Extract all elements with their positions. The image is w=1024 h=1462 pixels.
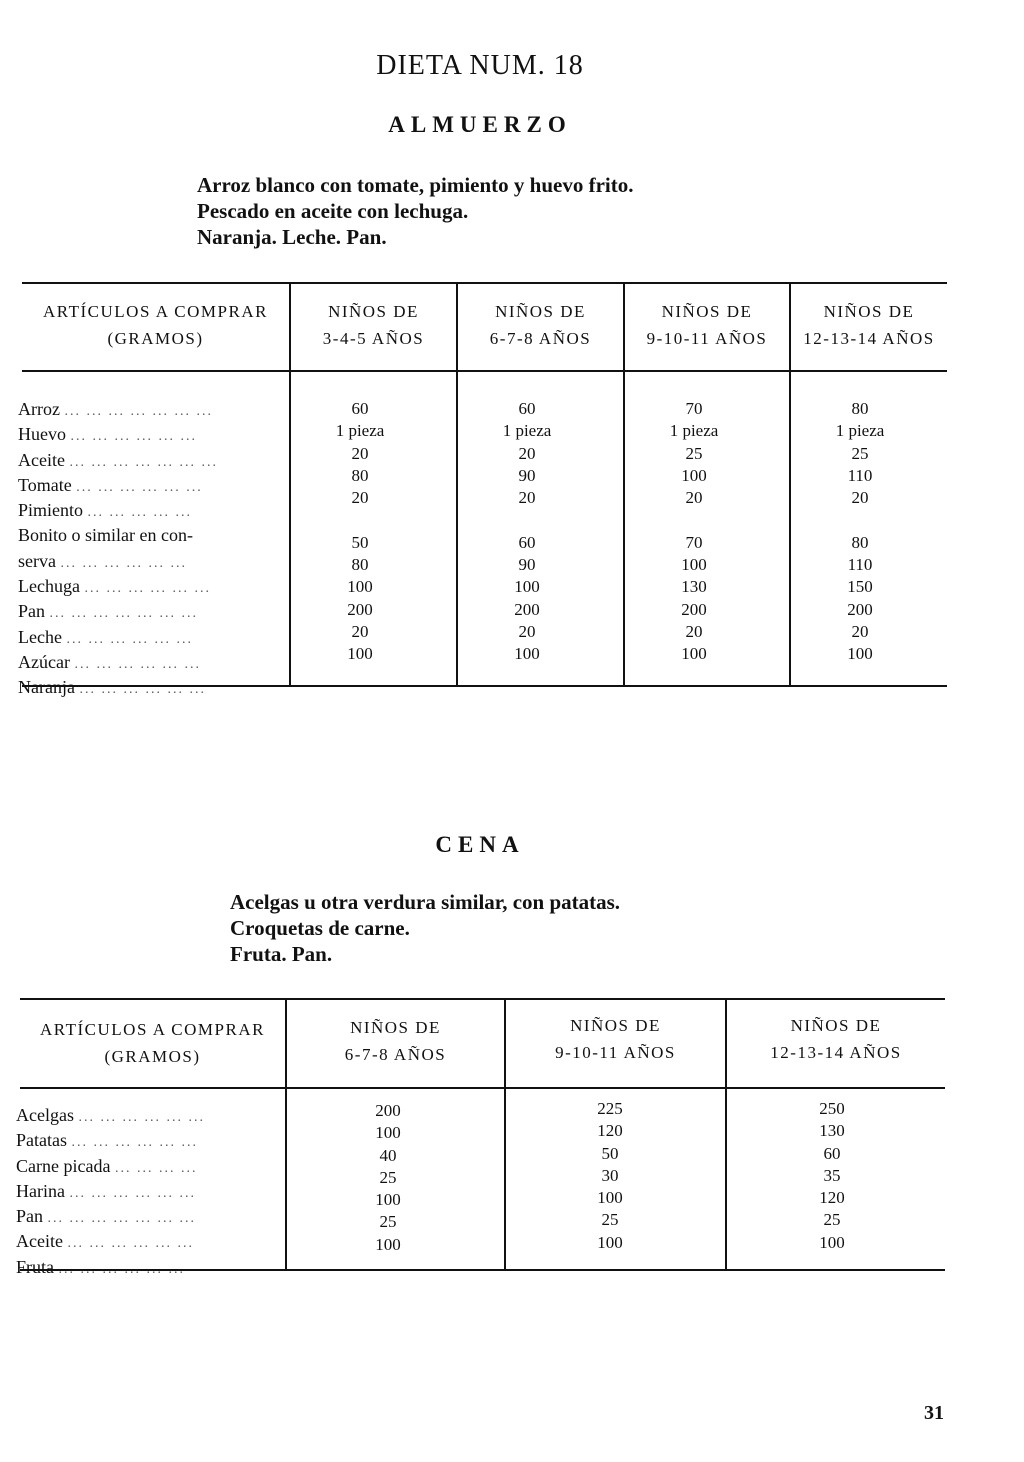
value-cell: 110 bbox=[847, 465, 873, 485]
item-row bbox=[18, 676, 284, 701]
value-cell bbox=[800, 509, 920, 531]
item-name: Pan bbox=[16, 1206, 43, 1227]
item-name: serva bbox=[18, 550, 56, 571]
age-group-header: NIÑOS DE 9-10-11 AÑOS bbox=[646, 302, 768, 348]
value-cell: 200 bbox=[347, 599, 373, 619]
cena-menu bbox=[230, 889, 620, 967]
leader-dots: ... ... ... ... ... ... ... bbox=[47, 1211, 196, 1227]
value-cell: 100 bbox=[347, 644, 373, 664]
value-cell: 90 bbox=[518, 555, 536, 575]
value-cell: 200 bbox=[681, 599, 707, 619]
value-cell: 100 bbox=[514, 577, 540, 597]
table-top-rule bbox=[20, 998, 945, 1000]
item-list bbox=[16, 1104, 280, 1281]
value-cell: 80 bbox=[351, 465, 369, 485]
value-column bbox=[300, 398, 420, 666]
item-name: Azúcar bbox=[18, 651, 70, 672]
value-cell: 200 bbox=[847, 599, 873, 619]
leader-dots: ... ... ... ... ... ... bbox=[79, 682, 206, 698]
value-cell: 150 bbox=[847, 577, 873, 597]
menu-line: Pescado en aceite con lechuga. bbox=[197, 199, 469, 223]
item-row bbox=[18, 575, 284, 600]
value-cell: 60 bbox=[518, 399, 536, 418]
leader-dots: ... ... ... ... ... ... ... bbox=[49, 606, 198, 622]
item-row bbox=[18, 499, 284, 524]
value-cell: 70 bbox=[685, 399, 703, 418]
age-group-header: NIÑOS DE 12-13-14 AÑOS bbox=[803, 302, 935, 348]
value-cell: 25 bbox=[685, 443, 703, 463]
value-cell: 80 bbox=[851, 532, 869, 552]
value-cell: 80 bbox=[351, 555, 369, 575]
value-column bbox=[772, 1098, 892, 1254]
value-cell: 60 bbox=[823, 1143, 841, 1163]
value-cell: 40 bbox=[379, 1145, 397, 1165]
value-cell: 20 bbox=[351, 621, 369, 641]
item-name: Arroz bbox=[18, 399, 60, 419]
value-cell: 25 bbox=[601, 1210, 619, 1230]
table-top-rule bbox=[22, 282, 947, 284]
item-name: Pan bbox=[18, 601, 45, 622]
value-cell: 100 bbox=[681, 644, 707, 664]
item-row bbox=[16, 1104, 280, 1129]
age-group-header: NIÑOS DE 12-13-14 AÑOS bbox=[770, 1016, 902, 1062]
value-cell: 1 pieza bbox=[669, 421, 719, 441]
menu-line: Acelgas u otra verdura similar, con patatas. bbox=[230, 890, 621, 914]
item-row bbox=[18, 474, 284, 499]
item-name: Patatas bbox=[16, 1130, 67, 1151]
value-cell: 30 bbox=[601, 1165, 619, 1185]
value-cell: 130 bbox=[819, 1121, 845, 1141]
value-cell: 100 bbox=[375, 1234, 401, 1254]
leader-dots: ... ... ... ... ... ... bbox=[70, 429, 197, 445]
leader-dots: ... ... ... ... ... ... bbox=[67, 1236, 194, 1252]
menu-line: Croquetas de carne. bbox=[230, 916, 410, 940]
leader-dots: ... ... ... ... ... ... bbox=[69, 1185, 196, 1201]
value-cell: 100 bbox=[819, 1232, 845, 1252]
item-name: Acelgas bbox=[16, 1105, 74, 1125]
value-cell: 110 bbox=[847, 555, 873, 575]
item-name: Aceite bbox=[18, 449, 65, 470]
value-cell: 20 bbox=[351, 488, 369, 508]
value-cell: 1 pieza bbox=[335, 421, 385, 441]
value-cell: 50 bbox=[601, 1143, 619, 1163]
value-column bbox=[328, 1100, 448, 1256]
leader-dots: ... ... ... ... ... ... bbox=[66, 631, 193, 647]
item-name: Huevo bbox=[18, 424, 66, 445]
value-cell: 20 bbox=[851, 488, 869, 508]
value-cell: 80 bbox=[851, 399, 869, 418]
item-name: Harina bbox=[16, 1180, 65, 1201]
page-number: 31 bbox=[924, 1402, 944, 1424]
item-name: Tomate bbox=[18, 474, 72, 495]
age-group-header: NIÑOS DE 6-7-8 AÑOS bbox=[344, 1018, 447, 1064]
value-cell: 20 bbox=[351, 443, 369, 463]
value-cell: 100 bbox=[597, 1232, 623, 1252]
value-cell: 20 bbox=[685, 488, 703, 508]
value-cell: 1 pieza bbox=[502, 421, 552, 441]
value-cell: 250 bbox=[819, 1099, 845, 1118]
age-group-header: NIÑOS DE 9-10-11 AÑOS bbox=[555, 1016, 676, 1062]
value-cell: 25 bbox=[851, 443, 869, 463]
value-cell: 100 bbox=[375, 1123, 401, 1143]
value-cell: 200 bbox=[375, 1101, 401, 1120]
value-cell: 20 bbox=[685, 621, 703, 641]
leader-dots: ... ... ... ... ... ... bbox=[84, 581, 211, 597]
menu-line: Fruta. Pan. bbox=[230, 942, 333, 966]
value-cell: 35 bbox=[823, 1165, 841, 1185]
item-name: Carne picada bbox=[16, 1155, 111, 1176]
menu-line: Naranja. Leche. Pan. bbox=[197, 225, 387, 249]
value-cell: 100 bbox=[681, 555, 707, 575]
item-row bbox=[16, 1256, 280, 1281]
value-column bbox=[634, 398, 754, 666]
value-cell: 60 bbox=[351, 399, 369, 418]
age-group-header: NIÑOS DE 3-4-5 AÑOS bbox=[322, 302, 425, 348]
value-cell: 60 bbox=[518, 532, 536, 552]
item-row bbox=[18, 651, 284, 676]
value-cell: 100 bbox=[597, 1188, 623, 1208]
value-cell bbox=[467, 509, 587, 531]
value-cell: 1 pieza bbox=[835, 421, 885, 441]
item-row bbox=[18, 423, 284, 448]
item-row bbox=[18, 600, 284, 625]
value-cell: 120 bbox=[819, 1188, 845, 1208]
value-cell: 70 bbox=[685, 532, 703, 552]
cena-heading: CENA bbox=[435, 832, 525, 857]
table-header-rule bbox=[22, 370, 947, 372]
value-cell: 20 bbox=[851, 621, 869, 641]
leader-dots: ... ... ... ... ... bbox=[87, 505, 193, 521]
age-group-header: NIÑOS DE 6-7-8 AÑOS bbox=[489, 302, 592, 348]
leader-dots: ... ... ... ... ... ... bbox=[74, 656, 201, 672]
value-cell: 25 bbox=[379, 1212, 397, 1232]
item-name: Leche bbox=[18, 626, 62, 647]
leader-dots: ... ... ... ... bbox=[114, 1160, 198, 1176]
value-cell: 100 bbox=[681, 465, 707, 485]
item-name: Naranja bbox=[18, 677, 75, 698]
value-cell: 50 bbox=[351, 532, 369, 552]
value-cell: 100 bbox=[375, 1190, 401, 1210]
value-cell bbox=[634, 509, 754, 531]
leader-dots: ... ... ... ... ... ... bbox=[71, 1135, 198, 1151]
leader-dots: ... ... ... ... ... ... ... bbox=[64, 404, 213, 419]
leader-dots: ... ... ... ... ... ... bbox=[78, 1110, 205, 1125]
value-column bbox=[800, 398, 920, 666]
articles-header: ARTÍCULOS A COMPRAR (GRAMOS) bbox=[40, 1020, 265, 1066]
value-cell: 20 bbox=[518, 488, 536, 508]
value-cell: 90 bbox=[518, 465, 536, 485]
menu-line: Arroz blanco con tomate, pimiento y huevo frito. bbox=[197, 173, 634, 197]
item-row bbox=[18, 626, 284, 651]
item-row bbox=[18, 449, 284, 474]
item-name: Fruta bbox=[16, 1256, 54, 1277]
page-title: DIETA NUM. 18 bbox=[376, 50, 584, 81]
item-row bbox=[16, 1155, 280, 1180]
value-cell: 25 bbox=[379, 1167, 397, 1187]
item-row bbox=[18, 524, 284, 549]
value-cell: 120 bbox=[597, 1121, 623, 1141]
value-cell: 20 bbox=[518, 621, 536, 641]
value-cell: 100 bbox=[847, 644, 873, 664]
leader-dots: ... ... ... ... ... ... bbox=[60, 555, 187, 571]
value-cell bbox=[300, 509, 420, 531]
almuerzo-heading: ALMUERZO bbox=[388, 112, 572, 137]
item-row bbox=[16, 1230, 280, 1255]
value-cell: 20 bbox=[518, 443, 536, 463]
leader-dots: ... ... ... ... ... ... ... bbox=[69, 454, 218, 470]
value-cell: 100 bbox=[347, 577, 373, 597]
leader-dots: ... ... ... ... ... ... bbox=[76, 479, 203, 495]
item-row bbox=[16, 1205, 280, 1230]
almuerzo-menu bbox=[197, 172, 633, 250]
table-header-rule bbox=[20, 1087, 945, 1089]
item-row bbox=[16, 1180, 280, 1205]
value-cell: 25 bbox=[823, 1210, 841, 1230]
item-row bbox=[16, 1129, 280, 1154]
item-name: Bonito o similar en con- bbox=[18, 525, 193, 546]
value-column bbox=[550, 1098, 670, 1254]
value-cell: 225 bbox=[597, 1099, 623, 1118]
articles-header: ARTÍCULOS A COMPRAR (GRAMOS) bbox=[43, 302, 268, 348]
value-column bbox=[467, 398, 587, 666]
item-row bbox=[18, 550, 284, 575]
item-name: Pimiento bbox=[18, 500, 84, 521]
value-cell: 130 bbox=[681, 577, 707, 597]
leader-dots: ... ... ... ... ... ... bbox=[58, 1261, 185, 1277]
item-name: Lechuga bbox=[18, 576, 80, 597]
value-cell: 200 bbox=[514, 599, 540, 619]
item-list bbox=[18, 398, 284, 702]
value-cell: 100 bbox=[514, 644, 540, 664]
item-name: Aceite bbox=[16, 1231, 63, 1252]
item-row bbox=[18, 398, 284, 423]
